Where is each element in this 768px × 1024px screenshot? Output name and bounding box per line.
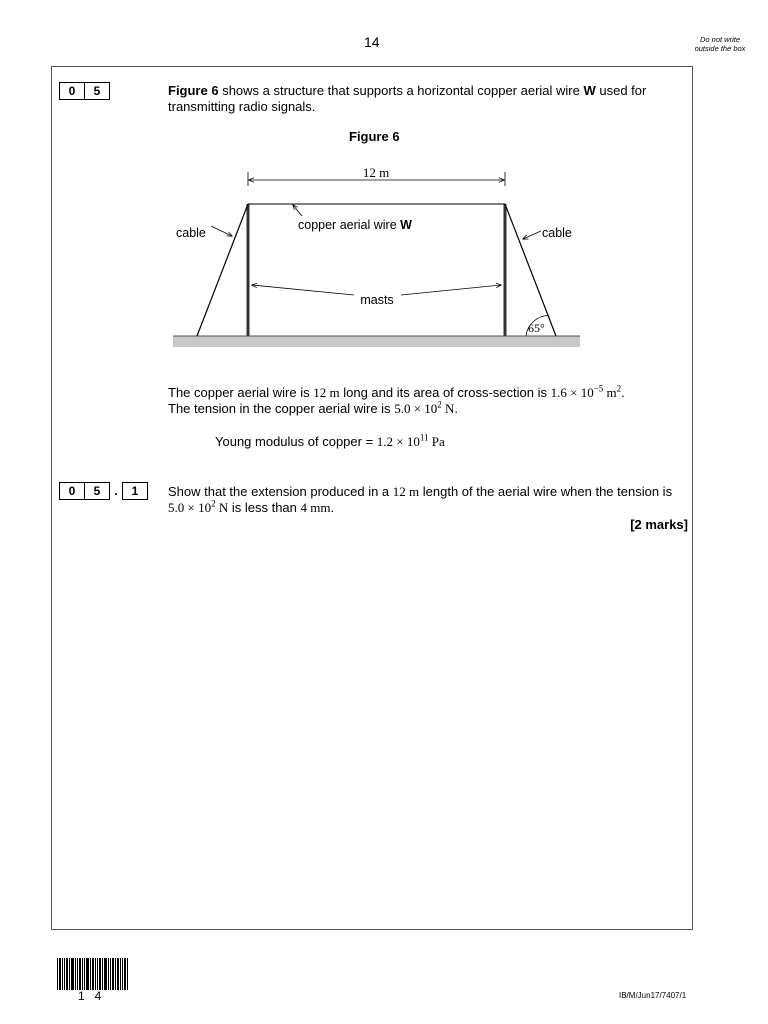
intro-text: shows a structure that supports a horizontal copper aerial wire	[218, 83, 584, 98]
masts-pointer-right	[401, 285, 501, 295]
wire-pointer	[293, 205, 302, 216]
part-digit-1: 0	[59, 482, 85, 500]
figure-reference: Figure 6	[168, 83, 219, 98]
left-cable-label: cable	[176, 226, 206, 240]
right-cable-pointer	[523, 231, 541, 239]
marks-allocation: [2 marks]	[630, 517, 688, 532]
paper-reference: IB/M/Jun17/7407/1	[619, 991, 687, 1000]
intro-text-end: used for transmitting radio signals.	[168, 83, 647, 114]
barcode-number: 14	[78, 989, 112, 1003]
span-label: 12 m	[362, 165, 390, 180]
young-modulus-line: Young modulus of copper = $1.2 \times 10^{11}$ Pa	[215, 432, 445, 449]
part-digit-2: 5	[85, 482, 110, 500]
masts-label: masts	[360, 293, 394, 307]
question-intro	[168, 83, 678, 115]
part-number-box	[59, 482, 148, 500]
page-number: 14	[364, 34, 380, 50]
margin-note: Do not write outside the box	[694, 35, 746, 53]
info-line-2: The tension in the copper aerial wire is $5.0 \times 10^2$ N.	[168, 399, 459, 416]
ground	[173, 336, 580, 347]
part-separator-dot: .	[114, 484, 118, 498]
question-digit-1: 0	[59, 82, 85, 100]
info-paragraph	[168, 385, 683, 417]
figure-title: Figure 6	[349, 129, 400, 144]
wire-label: copper aerial wire W	[298, 218, 412, 232]
angle-label: 65°	[528, 321, 545, 335]
aerial-structure-diagram	[168, 158, 588, 358]
part-question-text: Show that the extension produced in a 12 m length of the aerial wire when the tension is $5.0 \times 10^2$ N is less than 4 mm.	[168, 484, 673, 515]
left-cable	[197, 204, 248, 336]
wire-symbol: W	[583, 83, 596, 98]
left-cable-pointer	[211, 226, 232, 236]
right-cable	[505, 204, 556, 336]
question-digit-2: 5	[85, 82, 110, 100]
question-number-box	[59, 82, 110, 100]
masts-pointer-left	[252, 285, 354, 295]
part-sub-digit: 1	[122, 482, 148, 500]
right-cable-label: cable	[542, 226, 572, 240]
barcode	[57, 958, 129, 990]
info-line-1: The copper aerial wire is 12 m long and its area of cross-section is $1.6 \times 10^{-5}$ $m^2$.	[168, 383, 625, 400]
